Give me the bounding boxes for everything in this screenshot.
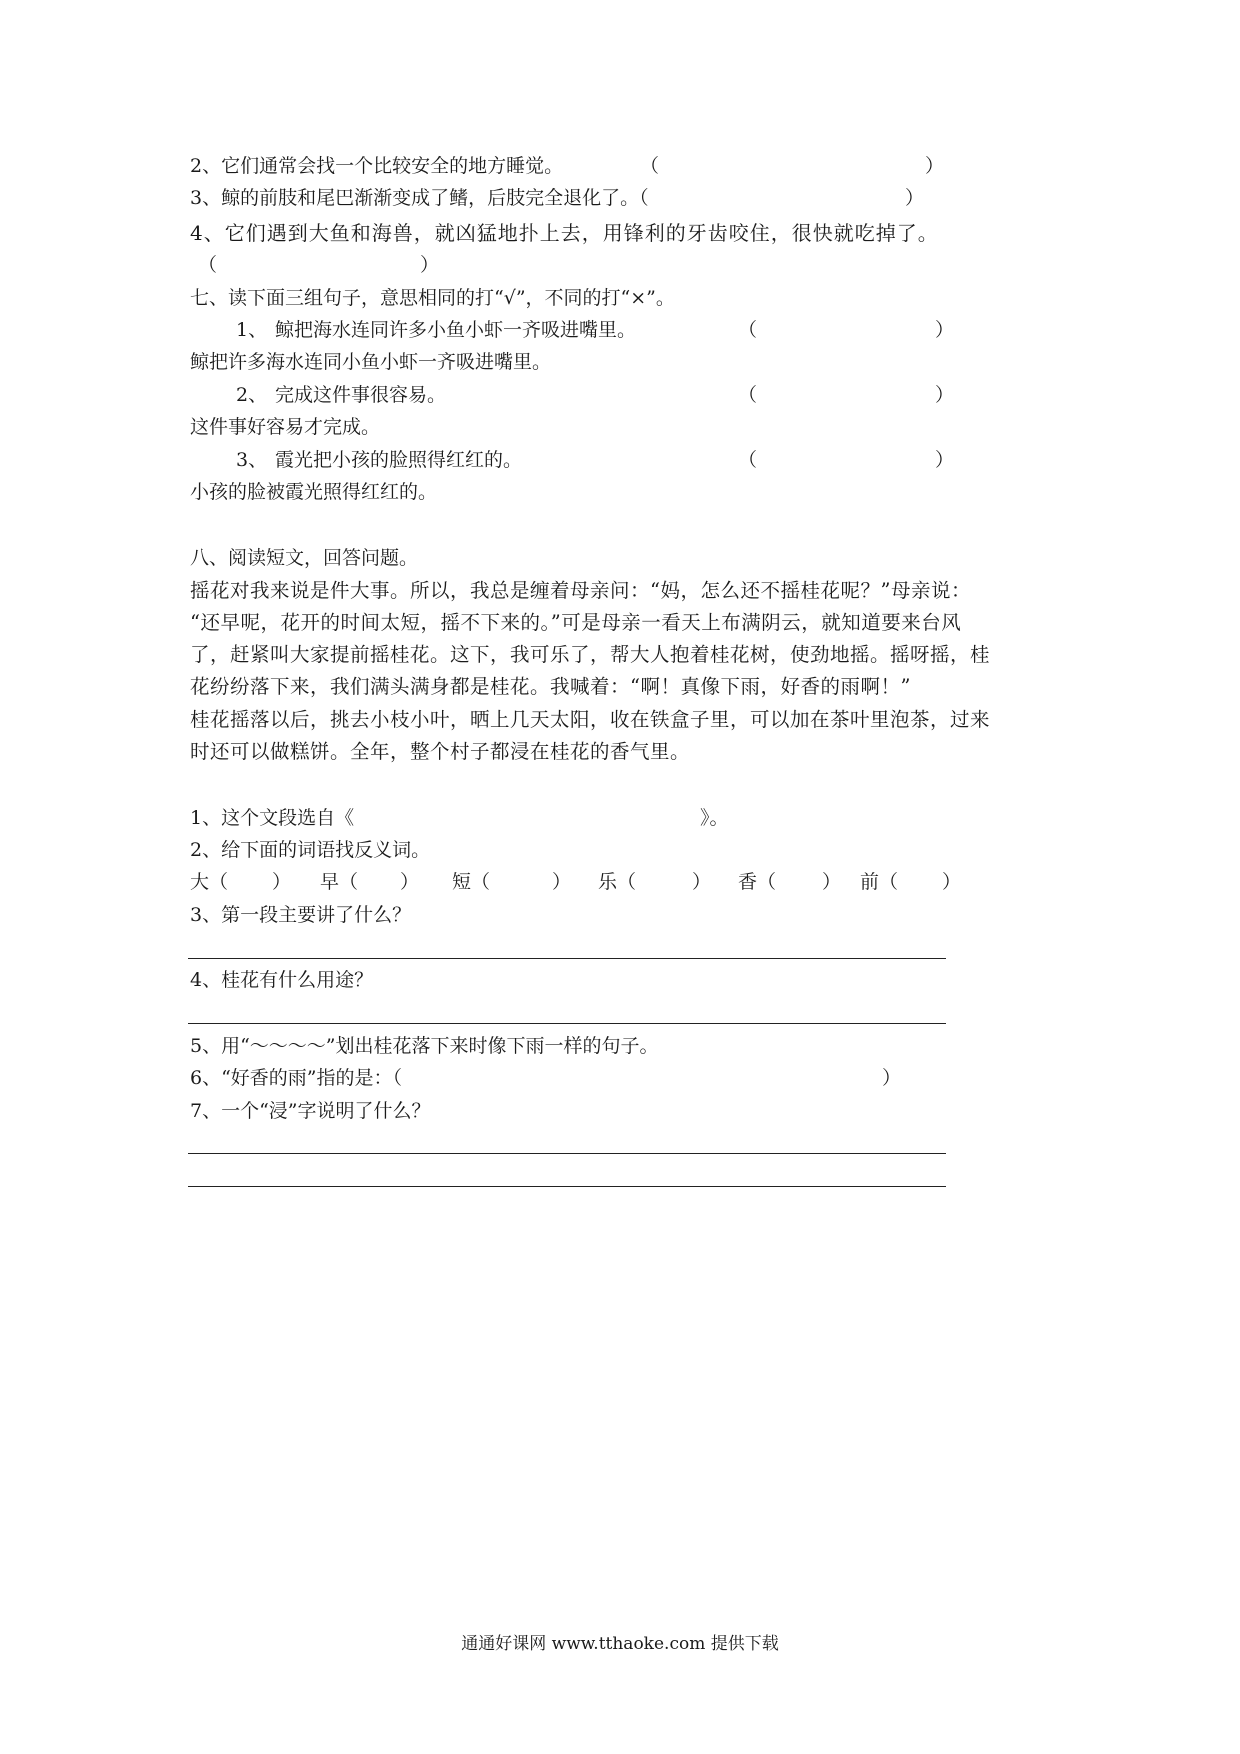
q6-item-3-close-paren: ） bbox=[905, 187, 925, 209]
s7-group-1-close-paren: ） bbox=[935, 319, 955, 341]
antonym-qian-close: ） bbox=[942, 871, 962, 893]
s7-group-1-num: 1、 bbox=[236, 319, 268, 341]
q8-5: 5、用“～～～～”划出桂花落下来时像下雨一样的句子。 bbox=[190, 1035, 659, 1057]
passage-line-3: 了，赶紧叫大家提前摇桂花。这下，我可乐了，帮大人抱着桂花树，使劲地摇。摇呀摇，桂 bbox=[190, 643, 991, 666]
q8-1-suffix: 》。 bbox=[700, 807, 729, 829]
antonym-zao-close: ） bbox=[400, 871, 420, 893]
passage-line-6: 时还可以做糕饼。全年，整个村子都浸在桂花的香气里。 bbox=[190, 740, 691, 763]
s7-group-2-sentence-a: 完成这件事很容易。 bbox=[275, 384, 447, 406]
q8-3: 3、第一段主要讲了什么？ bbox=[190, 904, 412, 926]
s7-group-3-close-paren: ） bbox=[935, 449, 955, 471]
antonym-xiang-close: ） bbox=[822, 871, 842, 893]
q8-7-answer-line-2 bbox=[188, 1186, 946, 1187]
q8-6-prefix: 6、“好香的雨”指的是：（ bbox=[190, 1067, 403, 1089]
footer-download-credit: 通通好课网 www.tthaoke.com 提供下载 bbox=[461, 1634, 779, 1654]
q8-4-answer-line bbox=[188, 1023, 946, 1024]
q8-3-answer-line bbox=[188, 958, 946, 959]
s7-group-3-open-paren: （ bbox=[738, 449, 758, 471]
s7-group-1-sentence-a: 鲸把海水连同许多小鱼小虾一齐吸进嘴里。 bbox=[275, 319, 637, 341]
antonym-duan-close: ） bbox=[552, 871, 572, 893]
q6-item-4-open-paren: （ bbox=[198, 254, 218, 276]
antonym-le-close: ） bbox=[692, 871, 712, 893]
antonym-qian-open: 前（ bbox=[860, 871, 899, 893]
s7-group-2-num: 2、 bbox=[236, 384, 268, 406]
q8-7-answer-line-1 bbox=[188, 1153, 946, 1154]
s7-group-2-sentence-b: 这件事好容易才完成。 bbox=[190, 416, 381, 438]
antonym-da-close: ） bbox=[272, 871, 292, 893]
antonym-le-open: 乐（ bbox=[598, 871, 637, 893]
q6-item-2-close-paren: ） bbox=[925, 155, 945, 177]
section-7-heading: 七、读下面三组句子，意思相同的打“√”，不同的打“×”。 bbox=[190, 287, 675, 309]
q6-item-2-open-paren: （ bbox=[640, 155, 660, 177]
passage-line-5: 桂花摇落以后，挑去小枝小叶，晒上几天太阳，收在铁盒子里，可以加在茶叶里泡茶，过来 bbox=[190, 708, 991, 731]
antonym-da-open: 大（ bbox=[190, 871, 229, 893]
q6-item-4-close-paren: ） bbox=[420, 254, 440, 276]
q8-2: 2、给下面的词语找反义词。 bbox=[190, 839, 431, 861]
s7-group-3-sentence-a: 霞光把小孩的脸照得红红的。 bbox=[275, 449, 523, 471]
antonym-duan-open: 短（ bbox=[452, 871, 491, 893]
q8-4: 4、桂花有什么用途？ bbox=[190, 969, 374, 991]
section-8-heading: 八、阅读短文，回答问题。 bbox=[190, 547, 419, 569]
antonym-xiang-open: 香（ bbox=[738, 871, 777, 893]
q6-item-2: 2、它们通常会找一个比较安全的地方睡觉。 bbox=[190, 155, 564, 177]
q8-6-close-paren: ） bbox=[882, 1067, 902, 1089]
s7-group-1-open-paren: （ bbox=[738, 319, 758, 341]
s7-group-3-num: 3、 bbox=[236, 449, 268, 471]
q6-item-3: 3、鲸的前肢和尾巴渐渐变成了鳍，后肢完全退化了。（ bbox=[190, 187, 649, 209]
q8-1-prefix: 1、这个文段选自《 bbox=[190, 807, 355, 829]
s7-group-3-sentence-b: 小孩的脸被霞光照得红红的。 bbox=[190, 481, 438, 503]
q8-7: 7、一个“浸”字说明了什么？ bbox=[190, 1100, 431, 1122]
s7-group-2-close-paren: ） bbox=[935, 384, 955, 406]
passage-line-1: 摇花对我来说是件大事。所以，我总是缠着母亲问：“妈，怎么还不摇桂花呢？”母亲说： bbox=[190, 579, 971, 602]
s7-group-2-open-paren: （ bbox=[738, 384, 758, 406]
s7-group-1-sentence-b: 鲸把许多海水连同小鱼小虾一齐吸进嘴里。 bbox=[190, 351, 552, 373]
passage-line-4: 花纷纷落下来，我们满头满身都是桂花。我喊着：“啊！真像下雨，好香的雨啊！” bbox=[190, 675, 911, 698]
antonym-zao-open: 早（ bbox=[320, 871, 359, 893]
passage-line-2: “还早呢，花开的时间太短，摇不下来的。”可是母亲一看天上布满阴云，就知道要来台风 bbox=[190, 611, 962, 634]
q6-item-4: 4、它们遇到大鱼和海兽，就凶猛地扑上去，用锋利的牙齿咬住，很快就吃掉了。 bbox=[190, 221, 939, 245]
